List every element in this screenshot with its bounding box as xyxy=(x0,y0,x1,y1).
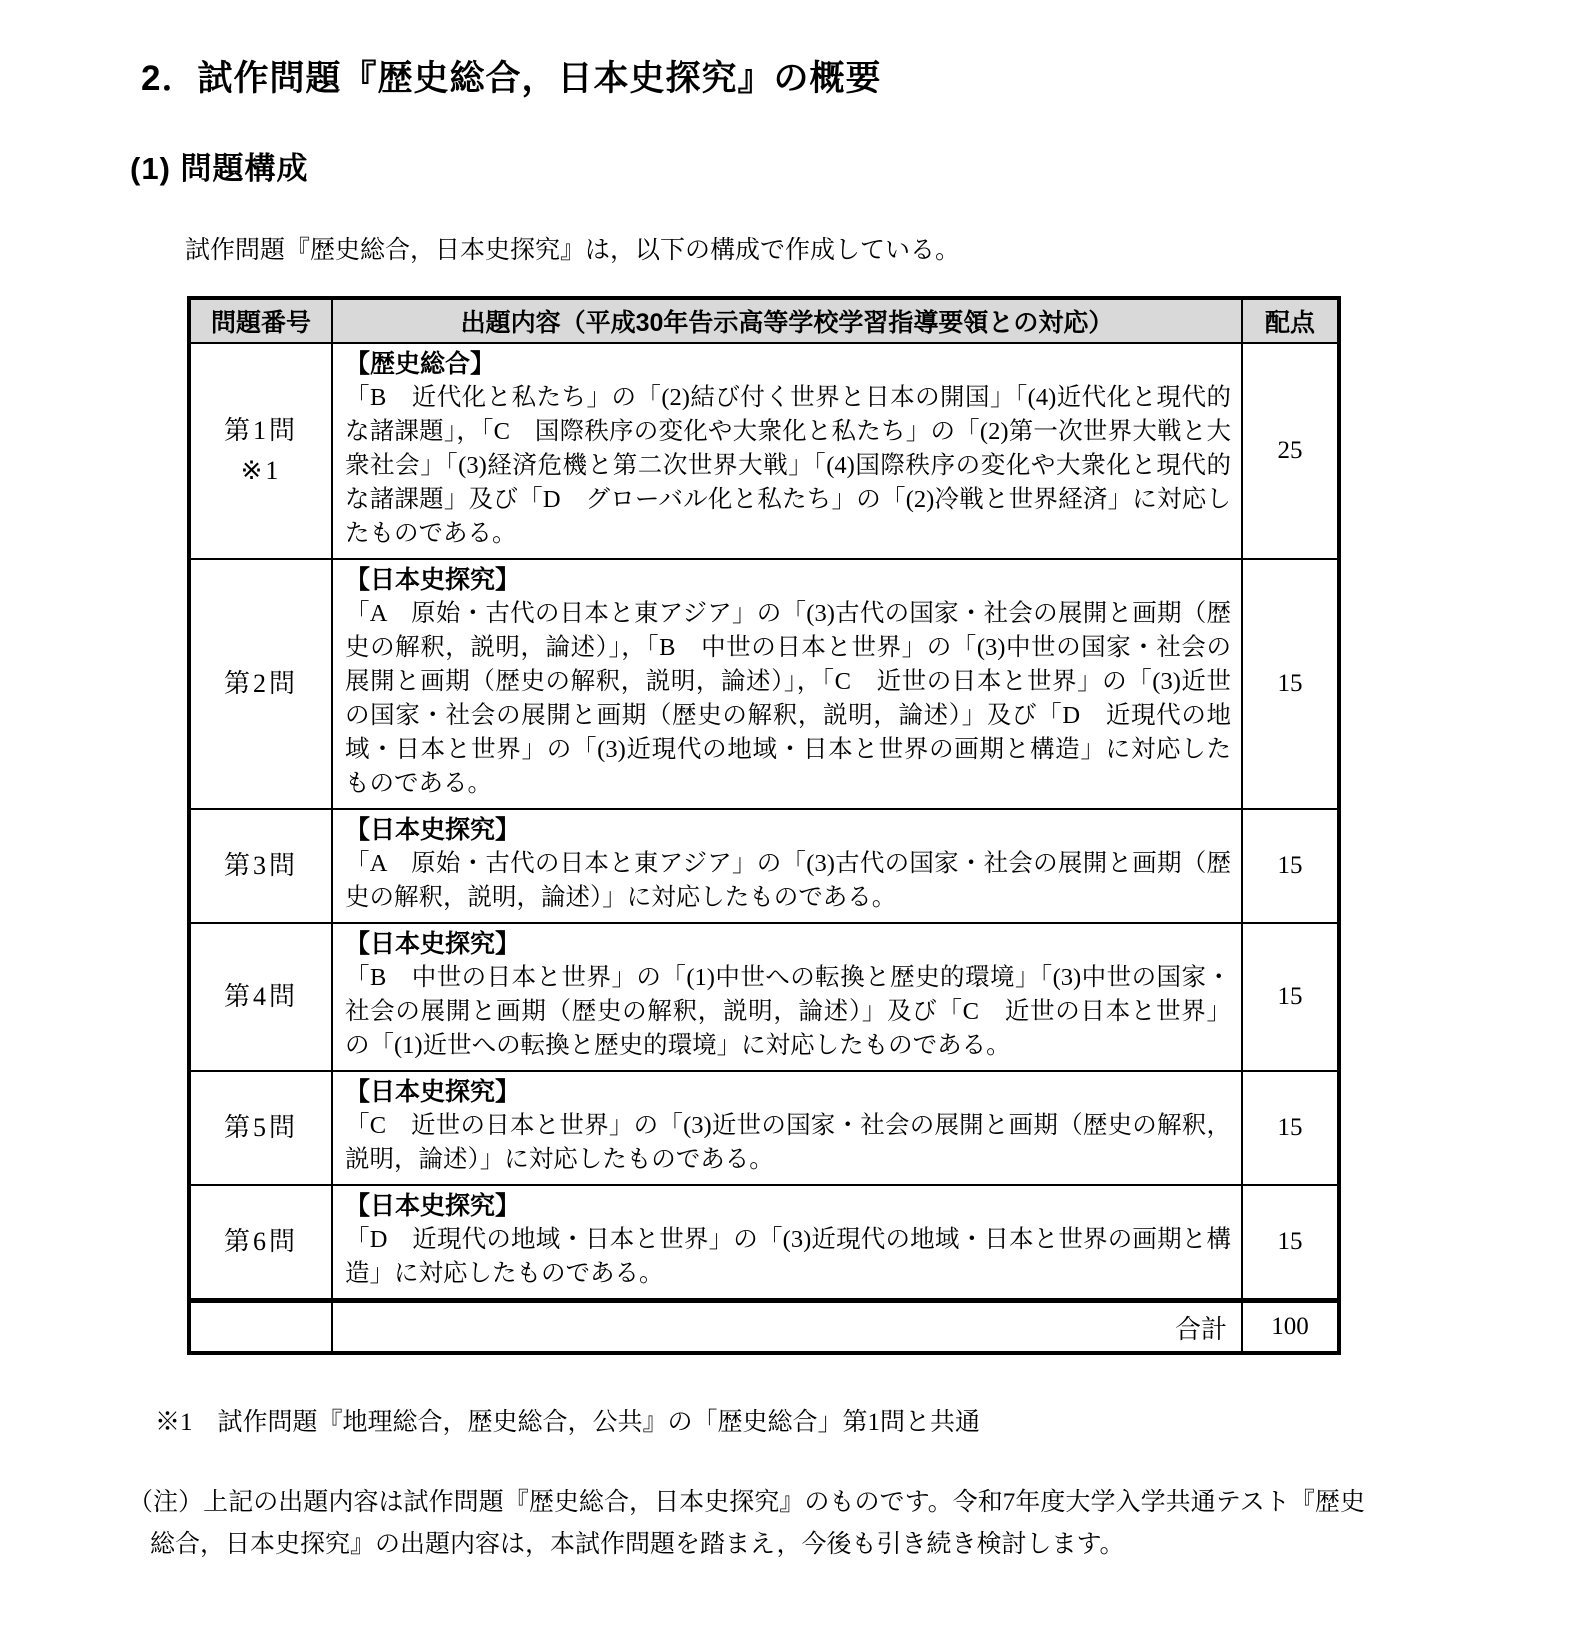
table-row xyxy=(189,1071,1339,1185)
table-header-row xyxy=(189,298,1339,343)
total-points-cell: 100 xyxy=(1242,1301,1339,1354)
subject-category: 【日本史探究】 xyxy=(345,930,521,959)
subject-category: 【日本史探究】 xyxy=(345,816,521,845)
question-number: 第2問 xyxy=(223,669,298,699)
points-cell: 15 xyxy=(1242,923,1339,1071)
content-description: 「D 近現代の地域・日本と世界」の「(3)近現代の地域・日本と世界の画期と構造」に対応したものである。 xyxy=(345,1226,1231,1288)
page-title: 2．試作問題『歴史総合，日本史探究』の概要 xyxy=(141,59,882,98)
table-row xyxy=(189,923,1339,1071)
total-label-cell: 合計 xyxy=(332,1301,1242,1354)
question-number: 第6問 xyxy=(223,1227,298,1257)
footnote-asterisk-1: ※1 試作問題『地理総合，歴史総合，公共』の「歴史総合」第1問と共通 xyxy=(155,1409,981,1437)
content-description: 「B 中世の日本と世界」の「(1)中世への転換と歴史的環境」「(3)中世の国家・社会の展開と画期（歴史の解釈，説明，論述）」及び「C 近世の日本と世界」の「(1)近世への転換と歴史的環境」に対応したものである。 xyxy=(345,964,1231,1060)
subject-category: 【日本史探究】 xyxy=(345,1078,521,1107)
question-number-cell xyxy=(189,559,332,809)
content-description: 「C 近世の日本と世界」の「(3)近世の国家・社会の展開と画期（歴史の解釈，説明，論述）」に対応したものである。 xyxy=(345,1112,1231,1174)
question-structure-table xyxy=(187,296,1341,1355)
content-description: 「A 原始・古代の日本と東アジア」の「(3)古代の国家・社会の展開と画期（歴史の解釈，説明，論述）」に対応したものである。 xyxy=(345,850,1231,912)
question-number-cell xyxy=(189,1071,332,1185)
question-number-cell xyxy=(189,1185,332,1301)
table-row xyxy=(189,343,1339,559)
question-number-cell xyxy=(189,343,332,559)
header-question-number: 問題番号 xyxy=(189,298,332,343)
content-cell xyxy=(332,923,1242,1071)
points-cell: 25 xyxy=(1242,343,1339,559)
question-number-cell xyxy=(189,809,332,923)
question-number: 第3問 xyxy=(223,851,298,881)
total-empty-cell xyxy=(189,1301,332,1354)
section-heading: (1) 問題構成 xyxy=(130,151,309,186)
question-number: 第1問 xyxy=(223,415,298,445)
header-points: 配点 xyxy=(1242,298,1339,343)
table-row xyxy=(189,809,1339,923)
table-total-row xyxy=(189,1301,1339,1354)
header-content: 出題内容（平成30年告示高等学校学習指導要領との対応） xyxy=(332,298,1242,343)
subject-category: 【日本史探究】 xyxy=(345,566,521,595)
subject-category: 【歴史総合】 xyxy=(345,350,496,379)
content-cell xyxy=(332,343,1242,559)
question-number: 第4問 xyxy=(223,982,298,1012)
content-cell xyxy=(332,1185,1242,1301)
content-cell xyxy=(332,809,1242,923)
points-cell: 15 xyxy=(1242,1071,1339,1185)
footnote-remark: （注）上記の出題内容は試作問題『歴史総合，日本史探究』のものです。令和7年度大学入学共通テスト『歴史総合，日本史探究』の出題内容は，本試作問題を踏まえ，今後も引き続き検討します。 xyxy=(128,1489,1365,1559)
subject-category: 【日本史探究】 xyxy=(345,1192,521,1221)
content-cell xyxy=(332,559,1242,809)
intro-text: 試作問題『歴史総合，日本史探究』は，以下の構成で作成している。 xyxy=(185,237,961,265)
question-note-ref: ※1 xyxy=(240,456,282,486)
table-row xyxy=(189,1185,1339,1301)
question-number: 第5問 xyxy=(223,1113,298,1143)
points-cell: 15 xyxy=(1242,1185,1339,1301)
content-description: 「A 原始・古代の日本と東アジア」の「(3)古代の国家・社会の展開と画期（歴史の解釈，説明，論述）」，「B 中世の日本と世界」の「(3)中世の国家・社会の展開と画期（歴史の解釈，説明，論述）」，「C 近世の日本と世界」の「(3)近世の国家・社会の展開と画期（歴史の解釈，説明，論述）」及び「D 近現代の地域・日本と世界」の「(3)近現代の地域・日本と世界の画期と構造」に対応したものである。 xyxy=(345,600,1231,798)
points-cell: 15 xyxy=(1242,559,1339,809)
question-number-cell xyxy=(189,923,332,1071)
points-cell: 15 xyxy=(1242,809,1339,923)
table-row xyxy=(189,559,1339,809)
content-description: 「B 近代化と私たち」の「(2)結び付く世界と日本の開国」「(4)近代化と現代的な諸課題」，「C 国際秩序の変化や大衆化と私たち」の「(2)第一次世界大戦と大衆社会」「(3)経済危機と第二次世界大戦」「(4)国際秩序の変化や大衆化と現代的な諸課題」及び「D グローバル化と私たち」の「(2)冷戦と世界経済」に対応したものである。 xyxy=(345,384,1231,548)
content-cell xyxy=(332,1071,1242,1185)
